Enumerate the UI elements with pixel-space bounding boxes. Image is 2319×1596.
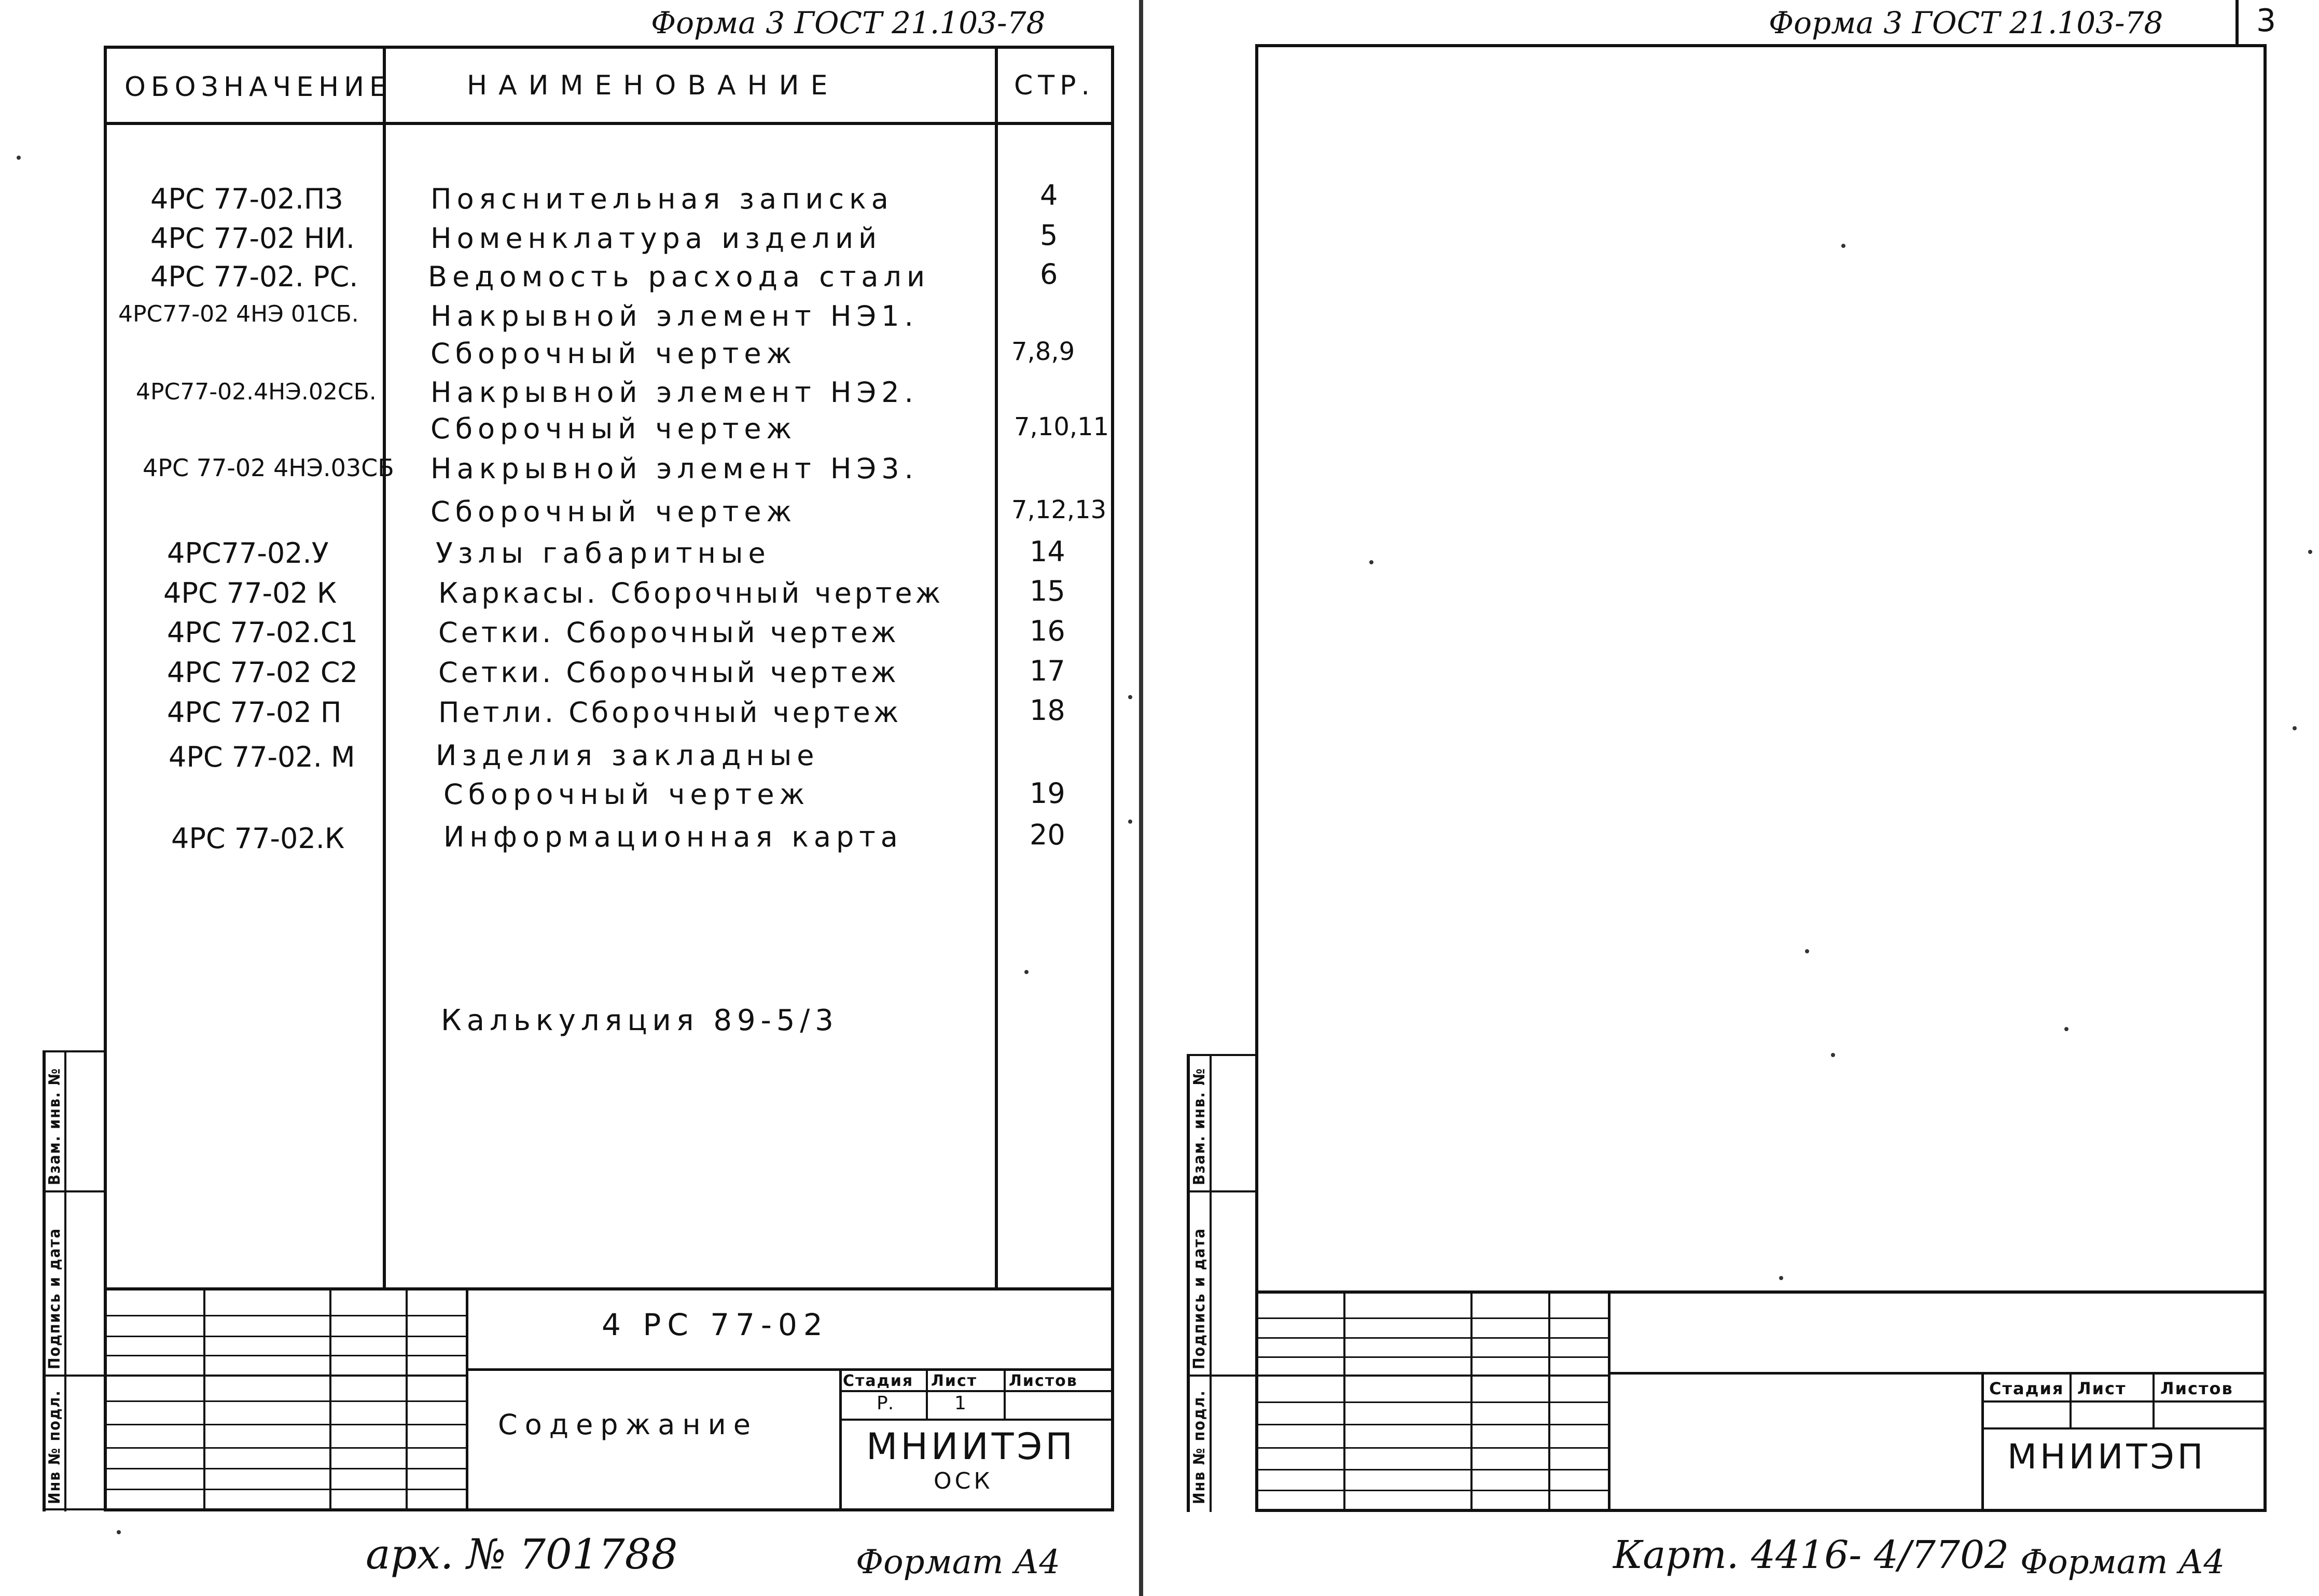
row-code: 4РС 77-02 НИ.: [150, 222, 355, 255]
sheet-label: Лист: [931, 1372, 978, 1390]
sheet-divider: [1139, 0, 1143, 1596]
left-format-note: Формат А4: [856, 1543, 1061, 1581]
row-page: 19: [1030, 777, 1065, 810]
row-name: Каркасы. Сборочный чертеж: [438, 577, 944, 609]
row-page: 7,10,11: [1014, 412, 1109, 441]
row-code: 4РС 77-02.ПЗ: [150, 183, 343, 215]
row-page: 16: [1030, 615, 1065, 647]
row-name: Сборочный чертеж: [431, 495, 797, 528]
row-page: 6: [1040, 258, 1058, 290]
row-code: 4РС 77-02 К: [163, 577, 337, 609]
header-name: НАИМЕНОВАНИЕ: [467, 70, 839, 101]
card-number: Карт. 4416- 4/7702: [1613, 1533, 2009, 1577]
right-sheet-label: Лист: [2077, 1379, 2127, 1398]
row-page: 18: [1030, 694, 1065, 727]
org-sub: ОСК: [934, 1468, 993, 1494]
right-label-vzam: Взам. инв. №: [1190, 1067, 1209, 1185]
row-name: Сборочный чертеж: [431, 412, 797, 445]
header-designation: ОБОЗНАЧЕНИЕ: [124, 72, 392, 103]
row-name: Сборочный чертеж: [431, 337, 797, 370]
sheet-value: 1: [954, 1393, 966, 1414]
right-label-sign: Подпись и дата: [1190, 1227, 1209, 1369]
row-page: 7,12,13: [1011, 495, 1107, 524]
row-name: Информационная карта: [443, 821, 903, 853]
row-code: 4РС 77-02.С1: [167, 616, 358, 649]
row-page: 17: [1030, 655, 1065, 687]
org-name: МНИИТЭП: [866, 1425, 1076, 1468]
left-form-note: Форма 3 ГОСТ 21.103-78: [651, 5, 1046, 40]
row-name: Накрывной элемент НЭ1.: [431, 300, 919, 332]
row-code: 4РС 77-02. М: [169, 741, 355, 773]
row-code: 4РС77-02 4НЭ 01СБ.: [118, 301, 359, 327]
row-page: 14: [1030, 535, 1065, 568]
right-org-name: МНИИТЭП: [2007, 1437, 2206, 1477]
row-page: 4: [1040, 179, 1058, 212]
row-name: Номенклатура изделий: [431, 222, 882, 255]
row-code: 4РС77-02.У: [167, 537, 329, 570]
page-number: 3: [2256, 3, 2276, 39]
row-name: Изделия закладные: [436, 739, 820, 772]
left-label-inv: Инв № подл.: [46, 1390, 64, 1504]
row-name: Узлы габаритные: [436, 537, 771, 570]
row-page: 15: [1030, 575, 1065, 607]
right-label-inv: Инв № подл.: [1190, 1390, 1209, 1504]
row-code: 4РС 77-02 4НЭ.03СБ: [143, 454, 394, 482]
left-label-vzam: Взам. инв. №: [46, 1067, 64, 1185]
row-name: Накрывной элемент НЭ2.: [431, 376, 919, 409]
doc-code: 4 РС 77-02: [602, 1307, 829, 1342]
left-label-sign: Подпись и дата: [46, 1227, 64, 1369]
row-code: 4РС 77-02 С2: [167, 656, 358, 689]
row-code: 4РС77-02.4НЭ.02СБ.: [136, 379, 377, 405]
row-name: Петли. Сборочный чертеж: [438, 696, 902, 729]
row-page: 20: [1030, 818, 1065, 851]
right-stage-label: Стадия: [1989, 1379, 2064, 1398]
row-page: 7,8,9: [1011, 337, 1075, 366]
row-name: Сборочный чертеж: [443, 778, 810, 811]
row-name: Ведомость расхода стали: [428, 260, 931, 293]
row-name: Пояснительная записка: [431, 183, 894, 215]
row-name: Накрывной элемент НЭ3.: [431, 452, 919, 485]
row-page: 5: [1040, 219, 1058, 252]
calculation-note: Калькуляция 89-5/3: [441, 1004, 839, 1037]
row-name: Сетки. Сборочный чертеж: [438, 616, 899, 649]
archive-number: арх. № 701788: [366, 1530, 678, 1578]
row-name: Сетки. Сборочный чертеж: [438, 656, 899, 689]
stage-label: Стадия: [843, 1372, 914, 1390]
right-form-note: Форма 3 ГОСТ 21.103-78: [1769, 5, 2163, 40]
stage-value: Р.: [877, 1393, 894, 1414]
row-code: 4РС 77-02 П: [167, 696, 342, 729]
right-sheets-label: Листов: [2160, 1379, 2233, 1398]
row-code: 4РС 77-02. РС.: [150, 260, 358, 293]
right-format-note: Формат А4: [2020, 1543, 2225, 1581]
doc-title: Содержание: [498, 1408, 758, 1441]
sheets-label: Листов: [1009, 1372, 1078, 1390]
header-page: СТР.: [1014, 70, 1095, 101]
row-code: 4РС 77-02.К: [171, 822, 345, 855]
